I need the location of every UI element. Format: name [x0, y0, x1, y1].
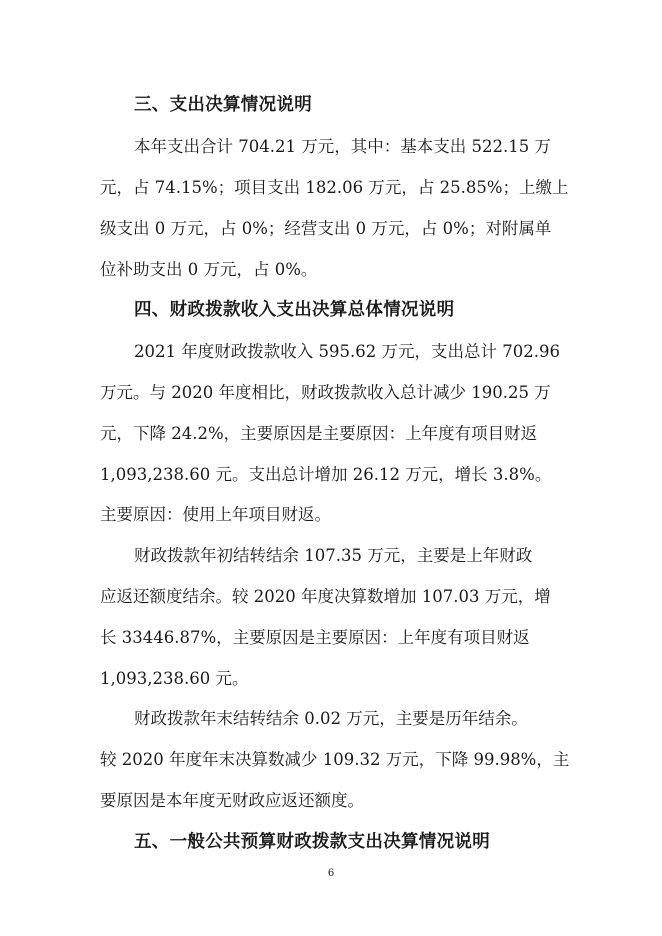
section-4-p1-line-5: 主要原因：使用上年项目财返。	[100, 505, 331, 524]
section-3-line-3: 级支出 0 万元，占 0%；经营支出 0 万元，占 0%；对附属单	[100, 219, 552, 238]
section-4-p3-line-3: 要原因是本年度无财政应返还额度。	[100, 791, 364, 810]
page-number: 6	[327, 868, 335, 879]
section-4-p3-line-1: 财政拨款年末结转结余 0.02 万元，主要是历年结余。	[134, 709, 528, 728]
section-4-p2-line-1: 财政拨款年初结转结余 107.35 万元，主要是上年财政	[134, 546, 533, 565]
section-3-line-2: 元，占 74.15%；项目支出 182.06 万元，占 25.85%；上缴上	[100, 178, 569, 197]
section-5-heading: 五、一般公共预算财政拨款支出决算情况说明	[134, 832, 490, 852]
section-4-p2-line-2: 应返还额度结余。较 2020 年度决算数增加 107.03 万元，增	[100, 587, 551, 606]
section-4-heading: 四、财政拨款收入支出决算总体情况说明	[134, 300, 455, 320]
section-4-p2-line-4: 1,093,238.60 元。	[100, 669, 249, 688]
section-4-p2-line-3: 长 33446.87%，主要原因是主要原因：上年度有项目财返	[100, 628, 530, 647]
section-4-p1-line-3: 元，下降 24.2%，主要原因是主要原因：上年度有项目财返	[100, 424, 538, 443]
section-4-p1-line-1: 2021 年度财政拨款收入 595.62 万元，支出总计 702.96	[134, 342, 560, 361]
section-4-p1-line-2: 万元。与 2020 年度相比，财政拨款收入总计减少 190.25 万	[100, 383, 551, 402]
section-3-heading: 三、支出决算情况说明	[134, 95, 312, 115]
section-3-line-4: 位补助支出 0 万元，占 0%。	[100, 260, 318, 279]
section-3-line-1: 本年支出合计 704.21 万元，其中：基本支出 522.15 万	[134, 137, 551, 156]
section-4-p1-line-4: 1,093,238.60 元。支出总计增加 26.12 万元，增长 3.8%。	[100, 465, 552, 484]
section-4-p3-line-2: 较 2020 年度年末决算数减少 109.32 万元，下降 99.98%，主	[100, 750, 570, 769]
